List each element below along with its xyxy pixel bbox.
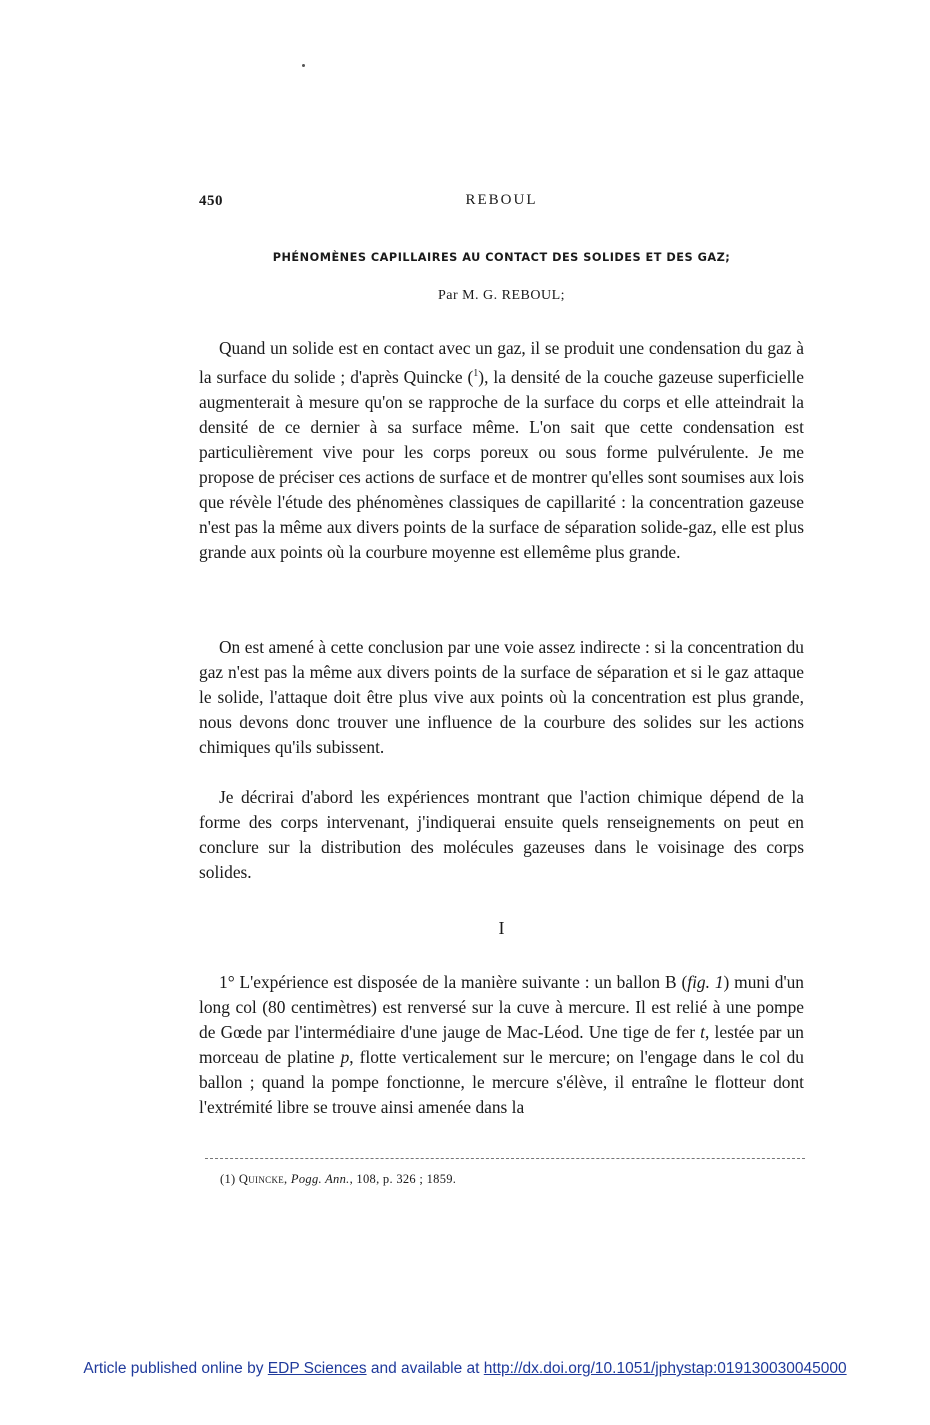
paragraph-experiment <box>199 970 804 1120</box>
paragraph-text: Quand un solide est en contact avec un gaz, il se produit une condensation du gaz à la surface du solide ; d'après Quincke ( <box>199 338 804 387</box>
publisher-link[interactable]: EDP Sciences <box>267 1360 367 1377</box>
footnote: (1) Quincke, Pogg. Ann., 108, p. 326 ; 1859. <box>220 1172 457 1186</box>
paragraph-text: ), la densité de la couche gazeuse superficielle augmenterait à mesure qu'on se rapproche de la surface du corps et elle atteindrait la densité de ce dernier à sa surface même. L'on sait que cette condensation est particulièrement vive pour les corps poreux ou sous forme pulvérulente. Je me propose de préciser ces actions de surface et de montrer qu'elles sont soumises aux lois que révèle l'étude des phénomènes classiques de capillarité : la concentration gazeuse n'est pas la même aux divers points de la surface de séparation solide-gaz, elle est plus grande aux points où la courbure moyenne est ellemême plus grande. <box>199 366 804 562</box>
footnote-marker: (1) <box>220 1172 236 1186</box>
paragraph-intro <box>199 336 804 565</box>
publisher-prefix: Article published online by <box>83 1360 268 1377</box>
section-heading: I <box>498 918 505 938</box>
figure-reference: fig. 1 <box>687 972 724 992</box>
paragraph-plan: Je décrirai d'abord les expériences montrant que l'action chimique dépend de la forme des corps intervenant, j'indiquerai ensuite quels renseignements on peut en conclure sur la distribution des molécules gazeuses dans le voisinage des corps solides. <box>199 787 804 882</box>
page-header <box>199 189 804 215</box>
paragraph-text: , lestée par un morceau de platine <box>199 1022 804 1067</box>
doi-link[interactable]: http://dx.doi.org/10.1051/jphystap:019130030045000 <box>483 1360 847 1377</box>
footnote-divider <box>205 1158 805 1159</box>
footnote-author: Quincke <box>238 1172 285 1186</box>
symbol-p: p <box>340 1047 350 1067</box>
publisher-banner <box>0 1360 930 1378</box>
page-number: 450 <box>199 193 223 209</box>
article-title: PHÉNOMÈNES CAPILLAIRES AU CONTACT DES SOLIDES ET DES GAZ; <box>272 251 731 264</box>
footnote-reference[interactable]: 1 <box>473 368 479 379</box>
publisher-middle: and available at <box>366 1360 484 1377</box>
footnote-details: , 108, p. 326 ; 1859. <box>349 1172 457 1186</box>
footnote-journal: Pogg. Ann. <box>290 1172 350 1186</box>
running-head: REBOUL <box>465 192 538 208</box>
paragraph-text: ) muni d'un long col (80 centimètres) est renversé sur la cuve à mercure. Il est relié à une pompe de Gœde par l'intermédiaire d'une jauge de Mac-Léod. Une tige de fer <box>199 972 804 1042</box>
symbol-t: t <box>700 1022 706 1042</box>
paragraph-conclusion-approach: On est amené à cette conclusion par une voie assez indirecte : si la concentration du gaz n'est pas la même aux divers points de la surface de séparation et si le gaz attaque le solide, l'attaque doit être plus vive aux points où la concentration est plus grande, nous devons donc trouver une influence de la courbure des solides sur les actions chimiques qu'ils subissent. <box>199 637 804 757</box>
paragraph-text: 1° L'expérience est disposée de la manière suivante : un ballon B ( <box>219 972 688 992</box>
author-byline: Par M. G. REBOUL; <box>437 288 566 303</box>
scan-speck <box>302 64 305 67</box>
paragraph-text: , flotte verticalement sur le mercure; on l'engage dans le col du ballon ; quand la pompe fonctionne, le mercure s'élève, il entraîne le flotteur dont l'extrémité libre se trouve ainsi amenée dans la <box>199 1047 805 1117</box>
